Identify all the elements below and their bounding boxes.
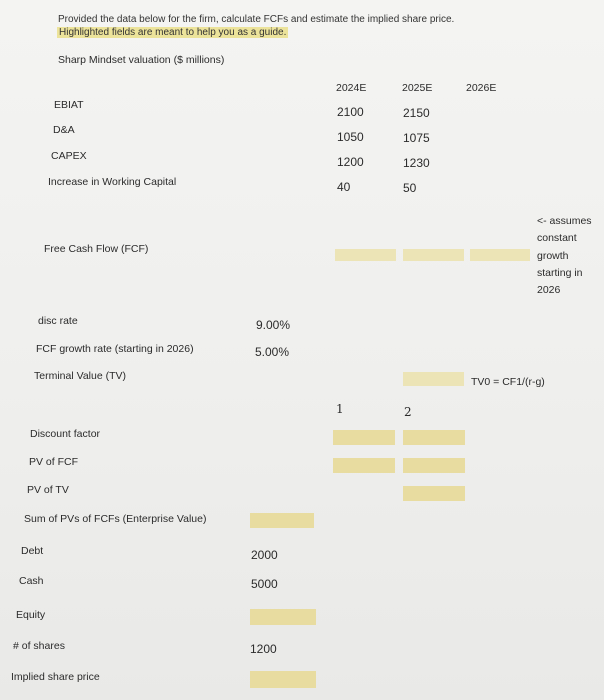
label-enterprise-value: Sum of PVs of FCFs (Enterprise Value)	[24, 513, 207, 525]
discount-factor-1-field[interactable]	[333, 430, 395, 445]
growth-note-line-2: constant	[537, 232, 577, 244]
period-1: 1	[336, 402, 344, 416]
cell-ebiat-2024: 2100	[337, 105, 364, 119]
row-label-fcf: Free Cash Flow (FCF)	[44, 243, 149, 255]
label-growth-rate: FCF growth rate (starting in 2026)	[36, 343, 194, 355]
terminal-value-field[interactable]	[403, 372, 464, 386]
growth-note-line-5: 2026	[537, 284, 561, 296]
fcf-2024-field[interactable]	[335, 249, 396, 261]
cell-da-2024: 1050	[337, 130, 364, 144]
label-discount-factor: Discount factor	[30, 428, 101, 440]
growth-note-line-4: starting in	[537, 267, 583, 279]
value-debt: 2000	[251, 548, 278, 562]
year-header-2025: 2025E	[402, 82, 433, 94]
label-cash: Cash	[19, 575, 44, 587]
value-cash: 5000	[251, 577, 278, 591]
fcf-2026-field[interactable]	[470, 249, 530, 261]
label-debt: Debt	[21, 545, 44, 557]
cell-wc-2024: 40	[337, 180, 351, 194]
highlight-note: Highlighted fields are meant to help you as a guide.	[59, 27, 287, 38]
year-header-2024: 2024E	[336, 82, 367, 94]
year-header-2026: 2026E	[466, 82, 497, 94]
row-label-working-capital: Increase in Working Capital	[48, 176, 177, 188]
instruction-text: Provided the data below for the firm, calculate FCFs and estimate the implied share price.	[58, 14, 455, 25]
label-pv-fcf: PV of FCF	[29, 456, 79, 468]
period-2: 2	[404, 405, 412, 419]
pv-fcf-1-field[interactable]	[333, 458, 395, 473]
pv-tv-field[interactable]	[403, 486, 465, 501]
page-title: Sharp Mindset valuation ($ millions)	[58, 54, 225, 66]
equity-field[interactable]	[250, 609, 316, 625]
value-shares: 1200	[250, 642, 277, 656]
value-growth-rate: 5.00%	[255, 345, 290, 359]
row-label-capex: CAPEX	[51, 150, 87, 162]
pv-fcf-2-field[interactable]	[403, 458, 465, 473]
cell-da-2025: 1075	[403, 131, 430, 145]
growth-note-line-1: <- assumes	[537, 215, 592, 227]
cell-ebiat-2025: 2150	[403, 106, 430, 120]
label-terminal-value: Terminal Value (TV)	[34, 370, 126, 382]
tv-formula: TV0 = CF1/(r-g)	[471, 376, 545, 388]
fcf-2025-field[interactable]	[403, 249, 464, 261]
implied-share-price-field[interactable]	[250, 671, 316, 688]
cell-capex-2025: 1230	[403, 156, 430, 170]
discount-factor-2-field[interactable]	[403, 430, 465, 445]
label-pv-tv: PV of TV	[27, 484, 69, 496]
cell-capex-2024: 1200	[337, 155, 364, 169]
enterprise-value-field[interactable]	[250, 513, 314, 528]
label-implied-share-price: Implied share price	[11, 671, 100, 683]
label-disc-rate: disc rate	[38, 315, 78, 327]
value-disc-rate: 9.00%	[256, 318, 291, 332]
row-label-ebiat: EBIAT	[54, 99, 84, 111]
cell-wc-2025: 50	[403, 181, 417, 195]
row-label-da: D&A	[53, 124, 75, 136]
label-equity: Equity	[16, 609, 46, 621]
label-shares: # of shares	[13, 640, 65, 652]
growth-note-line-3: growth	[537, 250, 569, 262]
